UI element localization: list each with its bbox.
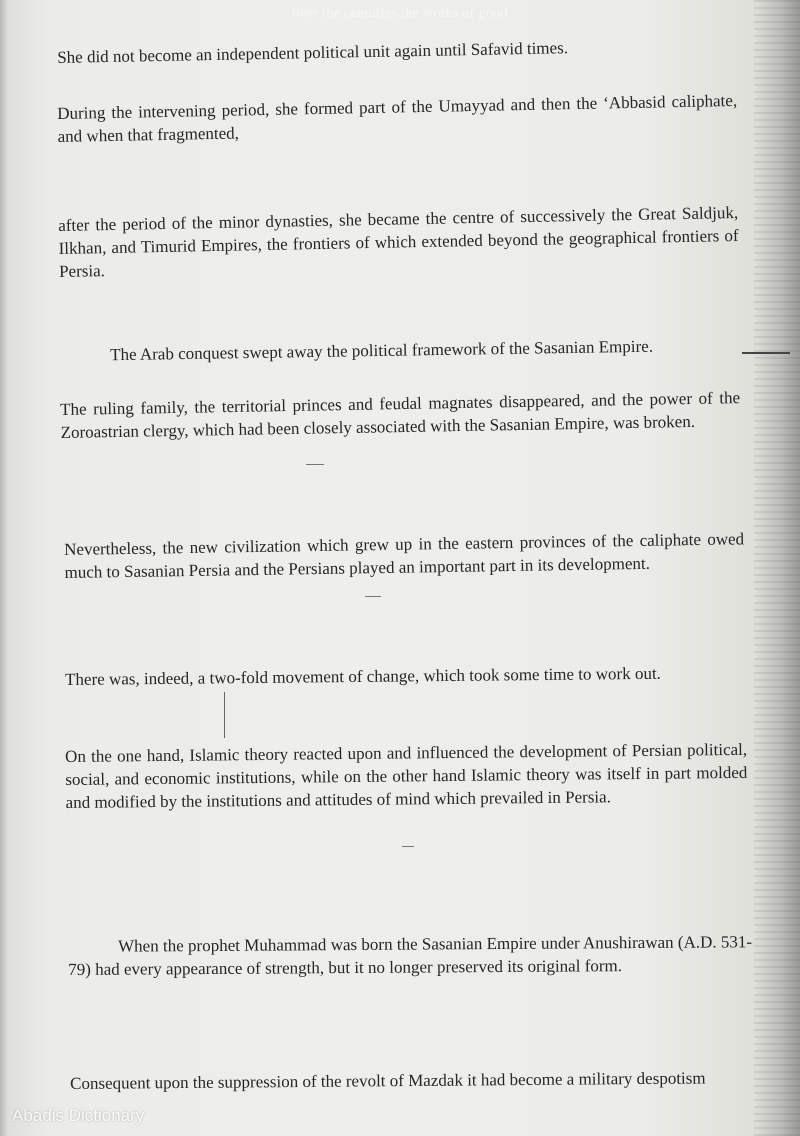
- dash-mark: [306, 464, 324, 465]
- underline-mark: [742, 352, 790, 354]
- paragraph-6: Nevertheless, the new civilization which grew up in the eastern provinces of the caliphate owed much to Sasanian Persia and the Persians played an important part in its development.: [64, 529, 745, 582]
- header-bleed-through-text: over the centuries the works of good: [292, 6, 508, 21]
- paragraph-7: There was, indeed, a two-fold movement of change, which took some time to work out.: [65, 663, 661, 689]
- paragraph-2: During the intervening period, she formed part of the Umayyad and then the ‘Abbasid caliphate, and when that fragmented,: [57, 90, 738, 146]
- paragraph-1: She did not become an independent political unit again until Safavid times.: [57, 38, 569, 67]
- paragraph-10: Consequent upon the suppression of the revolt of Mazdak it had become a military despotism: [70, 1068, 706, 1093]
- watermark-abadis-dictionary: Abadis Dictionary: [12, 1106, 145, 1125]
- vertical-pen-mark: [224, 692, 225, 738]
- paragraph-9: When the prophet Muhammad was born the Sasanian Empire under Anushirawan (A.D. 531-79) had every appearance of strength, but it no longer preserved its original form.: [68, 932, 753, 979]
- page-right-binding-edge: [754, 0, 800, 1136]
- page-left-shadow: [0, 0, 8, 1136]
- paragraph-8: On the one hand, Islamic theory reacted upon and influenced the development of Persian political, social, and economic institutions, while on the other hand Islamic theory was itself in part molded and modified by the institutions and attitudes of mind which prevailed in Persia.: [65, 739, 748, 812]
- dash-mark-3: [402, 846, 414, 847]
- paragraph-4: The Arab conquest swept away the political framework of the Sasanian Empire.: [110, 336, 654, 365]
- paragraph-5: The ruling family, the territorial princes and feudal magnates disappeared, and the power of the Zoroastrian clergy, which had been closely associated with the Sasanian Empire, was broken.: [60, 388, 741, 442]
- paragraph-3: after the period of the minor dynasties, she became the centre of successively the Great Saldjuk, Ilkhan, and Timurid Empires, the frontiers of which extended beyond the geographical frontiers of Persia.: [58, 202, 739, 281]
- dash-mark-2: [365, 596, 381, 597]
